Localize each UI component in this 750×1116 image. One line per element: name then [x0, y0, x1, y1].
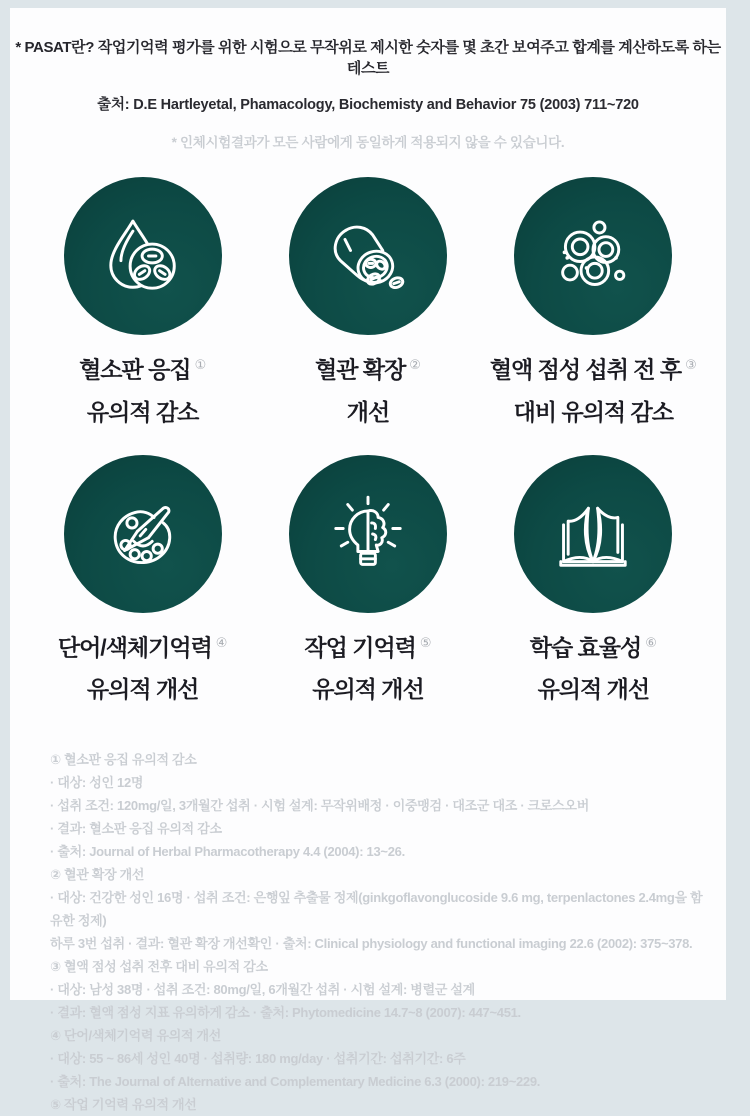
footnote-line: · 대상: 55 ~ 86세 성인 40명 · 섭취량: 180 mg/day · 섭취기간: 섭취기간: 6주: [50, 1051, 466, 1067]
benefit-caption: 작업 기억력 ⑤ 유의적 개선: [304, 634, 432, 703]
footnote-line: · 대상: 성인 12명: [50, 775, 144, 791]
footnote-line: ④ 단어/색체기억력 유의적 개선: [50, 1028, 222, 1044]
footnote-line: · 대상: 건강한 성인 16명 · 섭취 조건: 은행잎 추출물 정제(ginkgoflavonglucoside 9.6 mg, terpenlactones 2.4mg을 함유한 정제): [50, 890, 703, 929]
benefit-caption: 혈액 점성 섭취 전 후 ③ 대비 유의적 감소: [489, 356, 697, 425]
footnote-ref: ⑥: [645, 634, 657, 650]
footnote-line: ② 혈관 확장 개선: [50, 867, 145, 883]
footnote-line: · 결과: 혈소판 응집 유의적 감소: [50, 821, 222, 837]
footnote-line: · 결과: 혈액 점성 지표 유의하게 감소 · 출처: Phytomedicine 14.7~8 (2007): 447~451.: [50, 1005, 521, 1021]
footnote-ref: ②: [409, 357, 421, 372]
footnote-ref: ③: [685, 357, 697, 372]
open-book-icon: [514, 455, 672, 613]
benefit-learning-efficiency: [489, 455, 698, 711]
benefit-caption: 단어/색체기억력 ④ 유의적 개선: [57, 634, 228, 703]
content-page: [10, 8, 726, 1113]
footnote-ref: ⑤: [419, 634, 432, 650]
study-footnotes: [10, 748, 726, 1116]
benefit-caption: 혈소판 응집 ① 유의적 감소: [79, 356, 207, 425]
study-source-line: 출처: D.E Hartleyetal, Phamacology, Biochemisty and Behavior 75 (2003) 711~720: [97, 97, 639, 113]
footnote-line: · 출처: Journal of Herbal Pharmacotherapy 4.4 (2004): 13~26.: [50, 844, 405, 860]
footnote-ref: ①: [194, 357, 207, 372]
footnote-line: ③ 혈액 점성 섭취 전후 대비 유의적 감소: [50, 959, 268, 975]
footnote-line: ① 혈소판 응집 유의적 감소: [50, 752, 197, 768]
benefit-word-color-memory: [38, 455, 247, 711]
disclaimer-text: * 인체시험결과가 모든 사람에게 동일하게 적용되지 않을 수 있습니다.: [171, 135, 565, 150]
header: [10, 8, 726, 151]
benefit-caption: 혈관 확장 ② 개선: [315, 356, 421, 425]
pasat-definition-note: * PASAT란? 작업기억력 평가를 위한 시험으로 무작위로 제시한 숫자를 몇 초간 보여주고 합계를 계산하도록 하는 테스트: [15, 39, 721, 77]
footnote-line: 하루 3번 섭취 · 결과: 혈관 확장 개선확인 · 출처: Clinical physiology and functional imaging 22.6 (2002): 375~378.: [50, 936, 693, 952]
footnote-ref: ④: [215, 634, 228, 650]
blood-cells-icon: [514, 177, 672, 335]
benefit-vessel-expansion: [263, 177, 472, 433]
blood-vessel-icon: [289, 177, 447, 335]
platelet-droplet-icon: [64, 177, 222, 335]
footnote-line: · 섭취 조건: 120mg/일, 3개월간 섭취 · 시험 설계: 무작위배정 · 이중맹검 · 대조군 대조 · 크로스오버: [50, 798, 589, 814]
benefit-working-memory: [263, 455, 472, 711]
footnote-line: · 출처: The Journal of Alternative and Complementary Medicine 6.3 (2000): 219~229.: [50, 1074, 541, 1090]
benefit-platelet-aggregation: [38, 177, 247, 433]
benefit-grid: [38, 177, 698, 710]
paint-palette-icon: [64, 455, 222, 613]
bulb-brain-icon: [289, 455, 447, 613]
benefit-caption: 학습 효율성 ⑥ 유의적 개선: [529, 634, 657, 703]
benefit-blood-viscosity: [489, 177, 698, 433]
footnote-line: · 대상: 남성 38명 · 섭취 조건: 80mg/일, 6개월간 섭취 · 시험 설계: 병렬군 설계: [50, 982, 475, 998]
footnote-line: ⑤ 작업 기억력 유의적 개선: [50, 1097, 197, 1113]
